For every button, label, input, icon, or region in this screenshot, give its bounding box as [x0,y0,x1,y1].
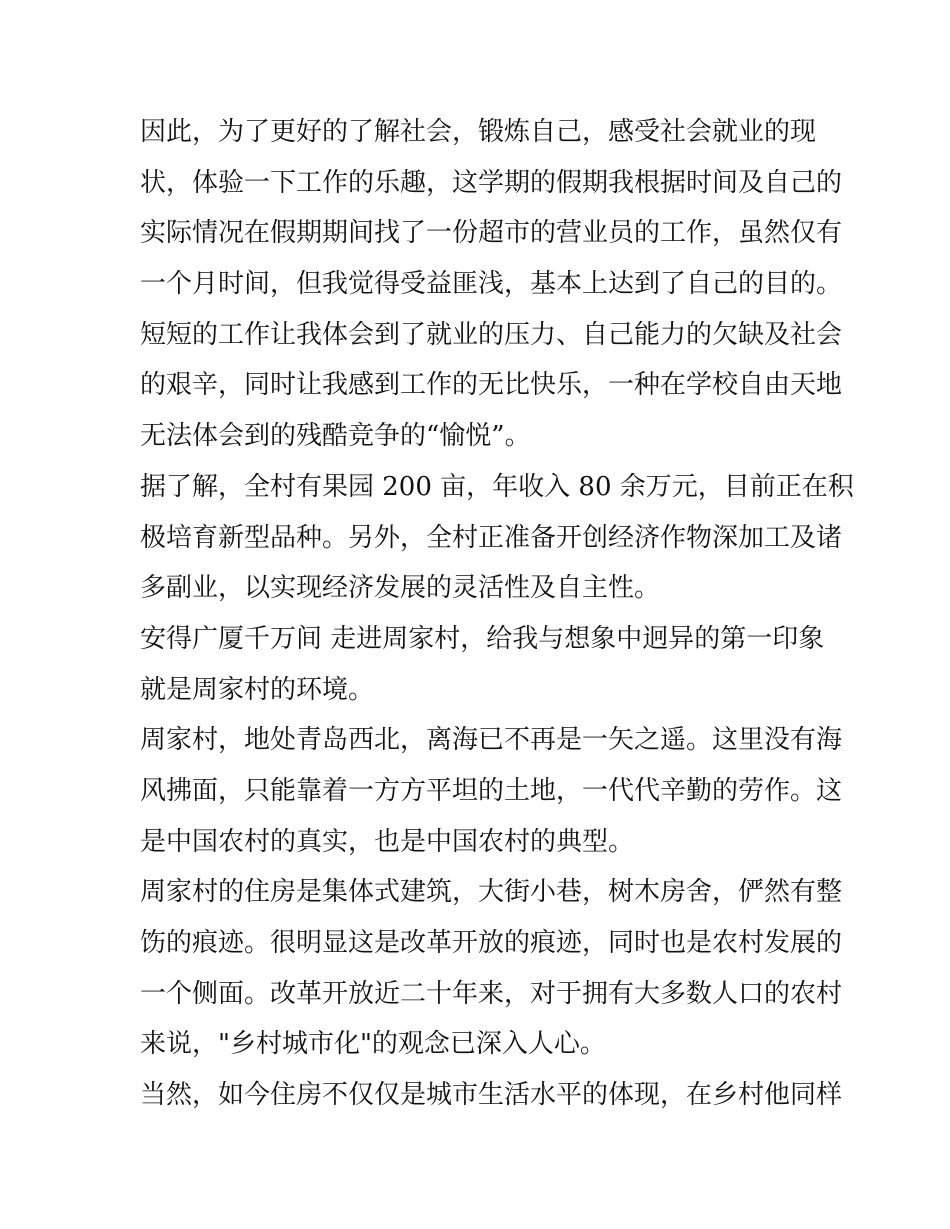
text-line: 极培育新型品种。另外，全村正准备开创经济作物深加工及诸 [140,522,843,553]
text-line: 因此，为了更好的了解社会，锻炼自己，感受社会就业的现 [140,117,817,147]
text-line: 一个月时间，但我觉得受益匪浅，基本上达到了自己的目的。 [140,269,843,300]
text-line: 无法体会到的残酷竞争的“愉悦”。 [140,421,531,452]
text-line: 周家村的住房是集体式建筑，大街小巷，树木房舍，俨然有整 [140,877,843,908]
text-line: 安得广厦千万间 走进周家村，给我与想象中迥异的第一印象 [140,623,825,654]
document-body [140,107,854,1121]
text-line: 短短的工作让我体会到了就业的压力、自己能力的欠缺及社会 [140,319,843,350]
text-line: 实际情况在假期期间找了一份超市的营业员的工作，虽然仅有 [140,218,843,249]
text-line: 饬的痕迹。很明显这是改革开放的痕迹，同时也是农村发展的 [140,928,843,958]
text-line: 状，体验一下工作的乐趣，这学期的假期我根据时间及自己的 [140,167,843,198]
text-line: 当然，如今住房不仅仅是城市生活水平的体现，在乡村他同样 [140,1080,843,1111]
text-line: 的艰辛，同时让我感到工作的无比快乐，一种在学校自由天地 [140,370,843,401]
text-line: 风拂面，只能靠着一方方平坦的土地，一代代辛勤的劳作。这 [140,775,843,806]
text-line: 就是周家村的环境。 [140,674,375,705]
text-line: 据了解，全村有果园 200 亩，年收入 80 余万元，目前正在积 [140,471,854,502]
text-line: 周家村，地处青岛西北，离海已不再是一矢之遥。这里没有海 [140,725,843,756]
text-line: 一个侧面。改革开放近二十年来，对于拥有大多数人口的农村 [140,978,843,1009]
text-line: 来说，"乡村城市化"的观念已深入人心。 [140,1029,606,1060]
text-line: 多副业，以实现经济发展的灵活性及自主性。 [140,573,661,604]
text-line: 是中国农村的真实，也是中国农村的典型。 [140,826,635,857]
